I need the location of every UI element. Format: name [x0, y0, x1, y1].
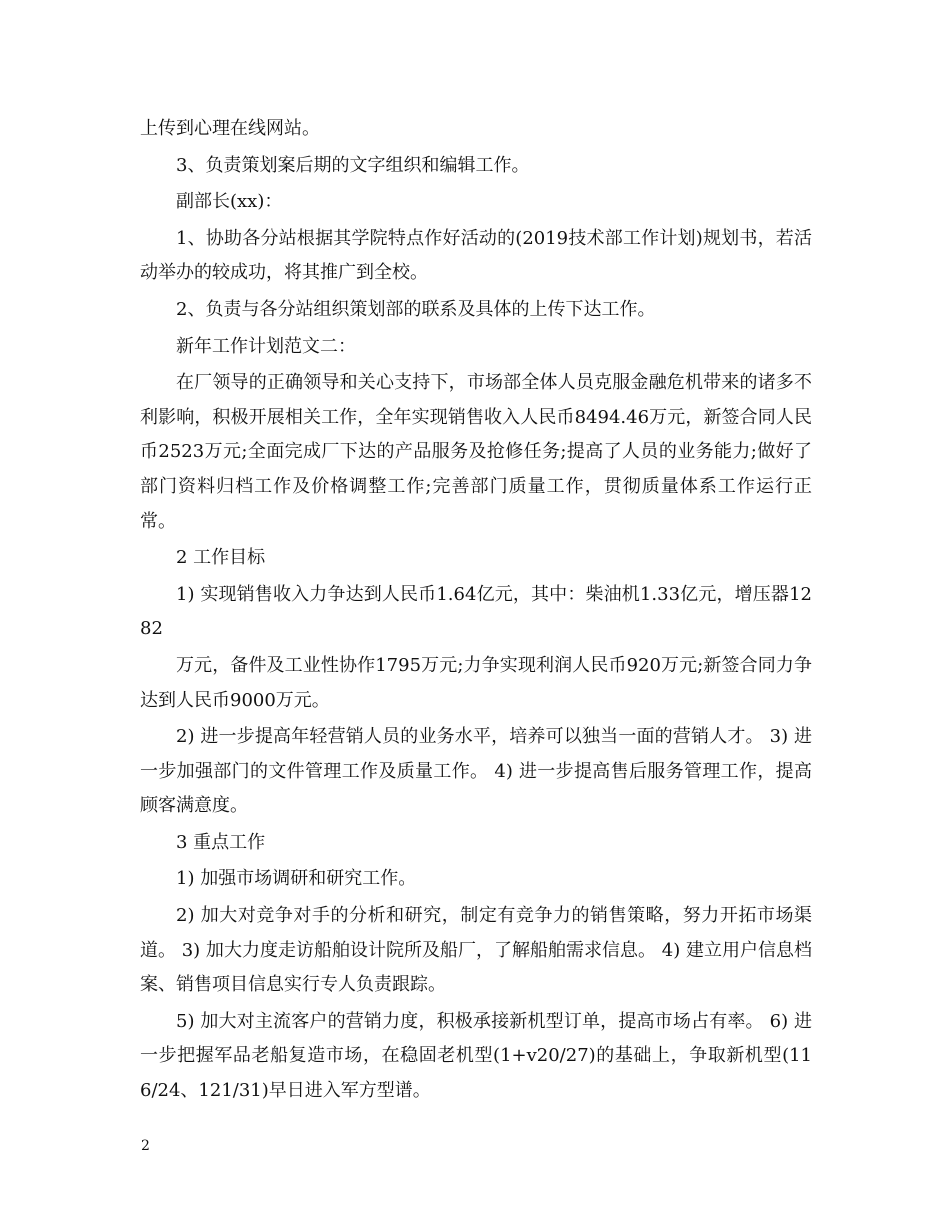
paragraph: 1) 加强市场调研和研究工作。 [176, 868, 417, 890]
paragraph: 副部长(xx)： [176, 191, 283, 213]
paragraph: 3、负责策划案后期的文字组织和编辑工作。 [176, 154, 530, 176]
section-heading: 2 工作目标 [176, 547, 266, 569]
page-number: 2 [141, 1138, 150, 1154]
section-heading: 3 重点工作 [176, 831, 266, 853]
document-body [140, 112, 812, 1111]
paragraph: 1) 实现销售收入力争达到人民币1.64亿元，其中：柴油机1.33亿元，增压器1282 [140, 583, 812, 640]
paragraph: 5) 加大对主流客户的营销力度，积极承接新机型订单，提高市场占有率。 6) 进一步把握军品老船复造市场，在稳固老机型(1+v20/27)的基础上，争取新机型(116/24、121/31)早日进入军方型谱。 [140, 1010, 812, 1102]
section-heading: 新年工作计划范文二： [176, 335, 356, 357]
paragraph: 2、负责与各分站组织策划部的联系及具体的上传下达工作。 [176, 298, 656, 320]
paragraph: 万元，备件及工业性协作1795万元;力争实现利润人民币920万元;新签合同力争达到人民币9000万元。 [140, 654, 812, 711]
paragraph: 2) 加大对竞争对手的分析和研究，制定有竞争力的销售策略，努力开拓市场渠道。 3) 加大力度走访船舶设计院所及船厂，了解船舶需求信息。 4) 建立用户信息档案、销售项目信息实行专人负责跟踪。 [140, 905, 812, 996]
paragraph: 2) 进一步提高年轻营销人员的业务水平，培养可以独当一面的营销人才。 3) 进一步加强部门的文件管理工作及质量工作。 4) 进一步提高售后服务管理工作，提高顾客满意度。 [140, 726, 812, 817]
paragraph: 上传到心理在线网站。 [140, 118, 320, 139]
paragraph: 在厂领导的正确领导和关心支持下，市场部全体人员克服金融危机带来的诸多不利影响，积极开展相关工作，全年实现销售收入人民币8494.46万元，新签合同人民币2523万元;全面完成厂下达的产品服务及抢修任务;提高了人员的业务能力;做好了部门资料归档工作及价格调整工作;完善部门质量工作，贯彻质量体系工作运行正常。 [140, 372, 812, 532]
paragraph: 1、协助各分站根据其学院特点作好活动的(2019技术部工作计划)规划书，若活动举办的较成功，将其推广到全校。 [140, 227, 812, 284]
